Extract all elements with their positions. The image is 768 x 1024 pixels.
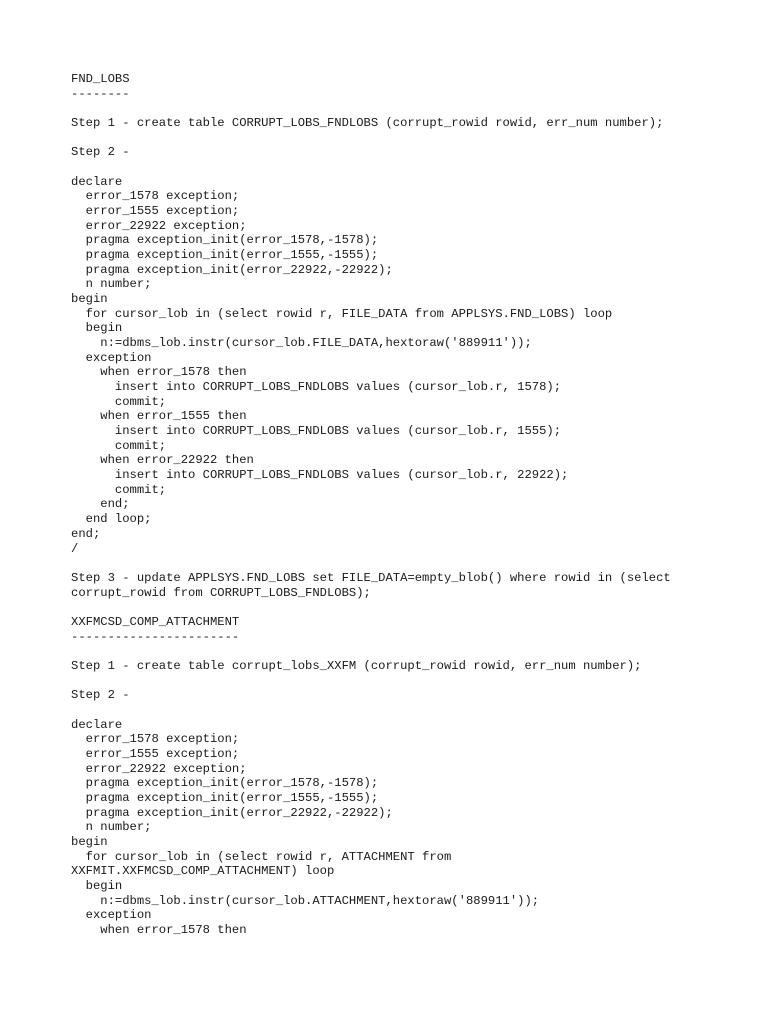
code-line: n number; bbox=[71, 820, 152, 835]
code-line: for cursor_lob in (select rowid r, ATTACHMENT from bbox=[71, 849, 452, 864]
code-line: exception bbox=[71, 350, 152, 365]
code-line: -------- bbox=[71, 86, 130, 101]
blank-line bbox=[71, 101, 761, 116]
code-line: begin bbox=[71, 292, 108, 307]
code-line: XXFMCSD_COMP_ATTACHMENT bbox=[71, 614, 240, 629]
code-line: for cursor_lob in (select rowid r, FILE_DATA from APPLSYS.FND_LOBS) loop bbox=[71, 306, 613, 321]
code-line: commit; bbox=[71, 438, 167, 453]
code-line: insert into CORRUPT_LOBS_FNDLOBS values (cursor_lob.r, 1578); bbox=[71, 380, 562, 395]
code-line: exception bbox=[71, 908, 152, 923]
code-line: corrupt_rowid from CORRUPT_LOBS_FNDLOBS); bbox=[71, 585, 371, 600]
code-line: / bbox=[71, 541, 79, 556]
code-line: error_1555 exception; bbox=[71, 204, 240, 219]
code-line: pragma exception_init(error_1555,-1555); bbox=[71, 248, 379, 263]
code-line: end loop; bbox=[71, 512, 152, 527]
code-line: when error_22922 then bbox=[71, 453, 254, 468]
blank-line bbox=[71, 644, 761, 659]
code-line: error_1555 exception; bbox=[71, 746, 240, 761]
code-line: end; bbox=[71, 497, 130, 512]
code-line: XXFMIT.XXFMCSD_COMP_ATTACHMENT) loop bbox=[71, 864, 335, 879]
code-line: when error_1578 then bbox=[71, 922, 247, 937]
code-line: error_1578 exception; bbox=[71, 189, 240, 204]
code-line: Step 2 - bbox=[71, 145, 130, 160]
code-line: Step 3 - update APPLSYS.FND_LOBS set FILE_DATA=empty_blob() where rowid in (select bbox=[71, 570, 671, 585]
code-line: begin bbox=[71, 834, 108, 849]
code-line: pragma exception_init(error_1578,-1578); bbox=[71, 776, 379, 791]
code-line: n:=dbms_lob.instr(cursor_lob.ATTACHMENT,hextoraw('889911')); bbox=[71, 893, 540, 908]
code-line: error_1578 exception; bbox=[71, 732, 240, 747]
code-line: insert into CORRUPT_LOBS_FNDLOBS values (cursor_lob.r, 1555); bbox=[71, 424, 562, 439]
blank-line bbox=[71, 674, 761, 689]
code-line: when error_1555 then bbox=[71, 409, 247, 424]
code-line: Step 2 - bbox=[71, 688, 130, 703]
code-line: when error_1578 then bbox=[71, 365, 247, 380]
code-line: error_22922 exception; bbox=[71, 761, 247, 776]
code-line: Step 1 - create table CORRUPT_LOBS_FNDLOBS (corrupt_rowid rowid, err_num number); bbox=[71, 116, 664, 131]
code-line: begin bbox=[71, 878, 123, 893]
code-line: pragma exception_init(error_1555,-1555); bbox=[71, 790, 379, 805]
code-line: pragma exception_init(error_22922,-22922); bbox=[71, 262, 393, 277]
code-line: end; bbox=[71, 526, 101, 541]
code-line: declare bbox=[71, 174, 123, 189]
code-listing bbox=[71, 72, 761, 938]
code-line: pragma exception_init(error_22922,-22922); bbox=[71, 805, 393, 820]
blank-line bbox=[71, 556, 761, 571]
code-line: begin bbox=[71, 321, 123, 336]
code-line: commit; bbox=[71, 394, 167, 409]
blank-line bbox=[71, 131, 761, 146]
code-line: Step 1 - create table corrupt_lobs_XXFM (corrupt_rowid rowid, err_num number); bbox=[71, 658, 642, 673]
code-line: FND_LOBS bbox=[71, 72, 130, 86]
code-line: ----------------------- bbox=[71, 629, 240, 644]
code-line: n number; bbox=[71, 277, 152, 292]
code-line: declare bbox=[71, 717, 123, 732]
blank-line bbox=[71, 600, 761, 615]
code-line: commit; bbox=[71, 482, 167, 497]
code-line: error_22922 exception; bbox=[71, 218, 247, 233]
blank-line bbox=[71, 703, 761, 718]
code-line: n:=dbms_lob.instr(cursor_lob.FILE_DATA,hextoraw('889911')); bbox=[71, 336, 532, 351]
code-line: insert into CORRUPT_LOBS_FNDLOBS values (cursor_lob.r, 22922); bbox=[71, 468, 569, 483]
code-line: pragma exception_init(error_1578,-1578); bbox=[71, 233, 379, 248]
blank-line bbox=[71, 160, 761, 175]
